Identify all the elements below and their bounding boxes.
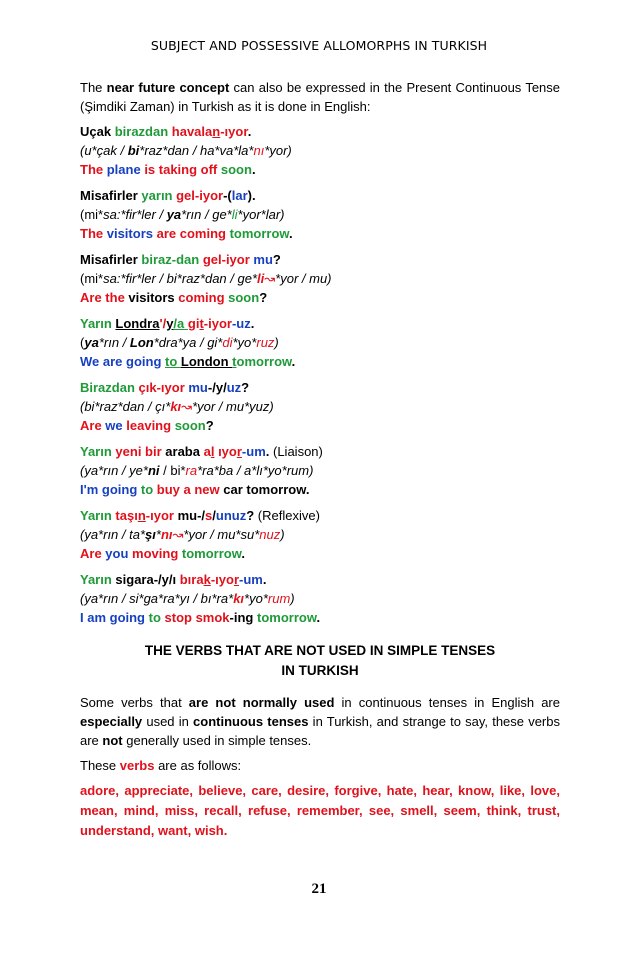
- section-heading-line-2: IN TURKISH: [281, 663, 359, 678]
- text-run: /: [212, 508, 216, 523]
- text-run: *yor): [264, 143, 292, 158]
- text-run: 'm going: [83, 482, 141, 497]
- text-run: in Turkish, and strange to say, these verbs are: [80, 714, 560, 748]
- text-run: yeni bir: [115, 444, 166, 459]
- english-translation: [80, 416, 560, 435]
- text-run: (ya*rın / ta*: [80, 527, 146, 542]
- running-header: SUBJECT AND POSSESSIVE ALLOMORPHS IN TURKISH: [150, 38, 488, 53]
- text-run: Yarın: [80, 572, 116, 587]
- text-run: .: [291, 354, 296, 369]
- pronunciation-line: [80, 525, 560, 544]
- example-block: [80, 122, 560, 179]
- section-heading-line-1: THE VERBS THAT ARE NOT USED IN SIMPLE TENSES: [144, 643, 496, 658]
- turkish-sentence: [80, 378, 560, 397]
- text-run: *yor*lar): [237, 207, 285, 222]
- text-run: araba: [165, 444, 204, 459]
- pronunciation-line: [80, 205, 560, 224]
- text-run: ra: [185, 463, 198, 478]
- pronunciation-line: [80, 397, 560, 416]
- text-run: ).: [247, 188, 256, 203]
- turkish-sentence: [80, 186, 560, 205]
- text-run: mu: [253, 252, 273, 267]
- text-run: ruz: [256, 335, 275, 350]
- text-run: ↝: [181, 399, 193, 414]
- text-run: Misafirler: [80, 188, 142, 203]
- text-run: kı: [170, 399, 182, 414]
- text-run: .: [265, 444, 273, 459]
- text-run: çık-ıyor: [138, 380, 189, 395]
- text-run: s: [205, 508, 213, 523]
- text-run: Yarın: [80, 316, 116, 331]
- text-run: -iyor: [203, 316, 232, 331]
- english-translation: [80, 224, 560, 243]
- text-run: *yor / mu*yuz): [192, 399, 274, 414]
- verb-list: adore, appreciate, believe, care, desire, forgive, hate, hear, know, like, love, mean, mind, miss, recall, refuse, remember, see, smell, seem, think, trust, understand, want, wish.: [80, 783, 560, 838]
- text-run: ): [274, 335, 279, 350]
- turkish-sentence: [80, 506, 560, 525]
- text-run: Yarın: [80, 508, 116, 523]
- text-run: -ing: [229, 610, 257, 625]
- text-run: ?: [205, 418, 214, 433]
- english-translation: [80, 160, 560, 179]
- text-run: (Liaison): [273, 444, 323, 459]
- text-run: uz: [226, 380, 242, 395]
- text-run: especially: [80, 714, 143, 729]
- example-block: [80, 250, 560, 307]
- text-run: *yo*: [244, 591, 268, 606]
- text-run: We: [80, 354, 103, 369]
- text-run: Lon: [129, 335, 154, 350]
- text-run: -(: [223, 188, 232, 203]
- english-translation: [80, 480, 560, 499]
- text-run: London: [180, 354, 233, 369]
- text-run: used in: [142, 714, 194, 729]
- text-run: soon: [174, 418, 206, 433]
- english-translation: [80, 288, 560, 307]
- pronunciation-line: [80, 461, 560, 480]
- text-run: *ra*ba / a*lı*yo*rum): [197, 463, 314, 478]
- text-run: rum: [267, 591, 291, 606]
- text-run: /a: [173, 316, 188, 331]
- text-run: birazdan: [114, 124, 172, 139]
- text-run: gel-iyor: [176, 188, 224, 203]
- text-run: you: [105, 546, 133, 561]
- example-list: [80, 122, 560, 627]
- text-run: -ıyor: [220, 124, 248, 139]
- text-run: bi: [127, 143, 140, 158]
- pronunciation-line: [80, 141, 560, 160]
- pronunciation-line: [80, 269, 560, 288]
- text-run: ya: [166, 207, 182, 222]
- text-run: sa:*fir*ler /: [103, 207, 167, 222]
- text-run: visitors: [128, 290, 179, 305]
- text-run: ?: [246, 508, 258, 523]
- text-run: kı: [233, 591, 245, 606]
- english-translation: [80, 352, 560, 371]
- text-run: l: [210, 444, 215, 459]
- text-run: ya: [84, 335, 99, 350]
- text-run: are going: [102, 354, 166, 369]
- text-run: leaving: [126, 418, 175, 433]
- text-run: tomorrow: [256, 610, 317, 625]
- text-run: mu: [188, 380, 208, 395]
- text-run: lar: [231, 188, 248, 203]
- text-run: *rın / ge*: [181, 207, 232, 222]
- text-run: -um: [239, 572, 263, 587]
- text-run: ↝: [172, 527, 184, 542]
- text-run: (mi*: [80, 271, 104, 286]
- text-run: -ıyo: [210, 572, 234, 587]
- text-run: -/: [207, 380, 216, 395]
- text-run: havala: [171, 124, 213, 139]
- text-run: are not normally used: [188, 695, 335, 710]
- text-run: ni: [147, 463, 160, 478]
- text-run: (u*: [80, 143, 97, 158]
- text-run: gel-iyor: [202, 252, 254, 267]
- text-run: li: [257, 271, 265, 286]
- text-run: Misafirler: [80, 252, 142, 267]
- text-run: The: [80, 162, 107, 177]
- text-run: (mi*: [80, 207, 104, 222]
- text-run: (: [80, 463, 85, 478]
- text-run: can also be expressed in the Present Continuous Tense (Şimdiki Zaman) in Turkish as it is done in English:: [80, 80, 561, 114]
- text-run: not: [102, 733, 123, 748]
- text-run: *dra*ya / gi*: [153, 335, 223, 350]
- text-run: to: [140, 482, 157, 497]
- text-run: ya: [84, 463, 99, 478]
- text-run: / bi*: [159, 463, 186, 478]
- text-run: a: [203, 444, 211, 459]
- text-run: t: [199, 316, 204, 331]
- text-run: n: [212, 124, 221, 139]
- text-run: -um: [241, 444, 266, 459]
- text-run: ıyo: [214, 444, 237, 459]
- text-run: is taking off: [144, 162, 221, 177]
- text-run: .: [305, 482, 310, 497]
- example-block: [80, 570, 560, 627]
- text-run: *raz*dan / ha*va*la*: [139, 143, 254, 158]
- turkish-sentence: [80, 250, 560, 269]
- text-run: nı: [160, 527, 173, 542]
- text-run: *yor / mu): [275, 271, 332, 286]
- text-run: Londra: [115, 316, 160, 331]
- text-run: plane: [106, 162, 145, 177]
- text-run: *rın / ye*: [98, 463, 148, 478]
- example-block: [80, 186, 560, 243]
- text-run: tomorrow: [181, 546, 242, 561]
- text-run: bıra: [179, 572, 204, 587]
- text-run: taşı: [115, 508, 138, 523]
- text-run: tomorrow: [246, 482, 306, 497]
- english-translation: [80, 544, 560, 563]
- text-run: ?: [259, 290, 268, 305]
- text-run: ): [290, 591, 295, 606]
- list-intro-paragraph: [80, 756, 560, 775]
- text-run: near future concept: [106, 80, 230, 95]
- text-run: smok: [195, 610, 230, 625]
- text-run: -uz: [231, 316, 251, 331]
- text-run: .: [250, 316, 255, 331]
- turkish-sentence: [80, 122, 560, 141]
- text-run: are as follows:: [154, 758, 242, 773]
- text-run: Some verbs that: [80, 695, 189, 710]
- text-run: stop: [164, 610, 196, 625]
- text-run: verbs: [119, 758, 155, 773]
- text-run: *yo*: [232, 335, 257, 350]
- text-run: sigara-/y/ı: [115, 572, 180, 587]
- text-run: (bi*raz*dan / çı*: [80, 399, 171, 414]
- text-run: -/: [197, 508, 206, 523]
- text-run: ?: [272, 252, 281, 267]
- text-run: ↝: [264, 271, 276, 286]
- text-run: The: [80, 226, 107, 241]
- text-run: *: [155, 527, 161, 542]
- example-block: [80, 378, 560, 435]
- text-run: sa:*fir*ler / bi*raz*dan / ge*: [103, 271, 258, 286]
- explanation-paragraph: [80, 693, 560, 750]
- text-run: mu: [177, 508, 198, 523]
- text-run: k: [203, 572, 211, 587]
- text-run: -ıyor: [145, 508, 178, 523]
- text-run: .: [262, 572, 267, 587]
- text-run: to: [148, 610, 165, 625]
- text-run: '/: [159, 316, 167, 331]
- text-run: gi: [187, 316, 200, 331]
- page-number: 21: [311, 881, 327, 897]
- text-run: buy a new: [156, 482, 224, 497]
- text-run: car: [223, 482, 247, 497]
- text-run: r: [233, 572, 239, 587]
- example-block: [80, 442, 560, 499]
- text-run: tomorrow: [229, 226, 290, 241]
- text-run: Are: [80, 418, 106, 433]
- text-run: Are: [80, 290, 106, 305]
- text-run: are coming: [156, 226, 230, 241]
- text-run: in continuous tenses in English are: [334, 695, 560, 710]
- text-run: biraz-dan: [141, 252, 203, 267]
- text-run: *rın /: [98, 335, 130, 350]
- text-run: .: [247, 124, 252, 139]
- text-run: soon: [220, 162, 252, 177]
- turkish-sentence: [80, 314, 560, 333]
- text-run: y: [166, 316, 174, 331]
- text-run: Uçak: [80, 124, 115, 139]
- text-run: I am going: [80, 610, 149, 625]
- text-run: I: [80, 482, 84, 497]
- turkish-sentence: [80, 442, 560, 461]
- text-run: to: [165, 354, 181, 369]
- section-heading: [80, 641, 560, 681]
- text-run: The: [80, 80, 107, 95]
- text-run: şı: [145, 527, 156, 542]
- text-run: .: [241, 546, 245, 561]
- turkish-sentence: [80, 570, 560, 589]
- text-run: .: [251, 162, 256, 177]
- text-run: *yor / mu*su*: [183, 527, 260, 542]
- text-run: unuz: [215, 508, 247, 523]
- text-run: nuz: [259, 527, 281, 542]
- text-run: /: [223, 380, 227, 395]
- text-run: omorrow: [236, 354, 292, 369]
- text-run: t: [232, 354, 237, 369]
- example-block: [80, 506, 560, 563]
- text-run: we: [105, 418, 127, 433]
- pronunciation-line: [80, 589, 560, 608]
- text-run: (: [80, 335, 85, 350]
- text-run: r: [236, 444, 242, 459]
- text-run: nı: [253, 143, 265, 158]
- text-run: (ya*rın / si*ga*ra*yı / bı*ra*: [80, 591, 234, 606]
- text-run: (Reflexive): [257, 508, 320, 523]
- text-run: ?: [241, 380, 250, 395]
- text-run: the: [105, 290, 129, 305]
- example-block: [80, 314, 560, 371]
- text-run: .: [289, 226, 293, 241]
- text-run: /: [116, 143, 128, 158]
- text-run: n: [137, 508, 146, 523]
- text-run: coming: [178, 290, 229, 305]
- pronunciation-line: [80, 333, 560, 352]
- text-run: li: [231, 207, 238, 222]
- text-run: di: [222, 335, 233, 350]
- text-run: yarın: [141, 188, 177, 203]
- text-run: generally used in simple tenses.: [122, 733, 312, 748]
- text-run: moving: [132, 546, 182, 561]
- text-run: soon: [228, 290, 260, 305]
- text-run: ): [280, 527, 285, 542]
- text-run: y: [215, 380, 224, 395]
- text-run: çak: [96, 143, 117, 158]
- text-run: Yarın: [80, 444, 116, 459]
- text-run: Birazdan: [80, 380, 139, 395]
- intro-paragraph: [80, 78, 560, 116]
- page-content: [80, 78, 560, 854]
- english-translation: [80, 608, 560, 627]
- text-run: visitors: [106, 226, 157, 241]
- text-run: .: [316, 610, 321, 625]
- text-run: Are: [80, 546, 106, 561]
- text-run: These: [80, 758, 120, 773]
- text-run: continuous tenses: [193, 714, 309, 729]
